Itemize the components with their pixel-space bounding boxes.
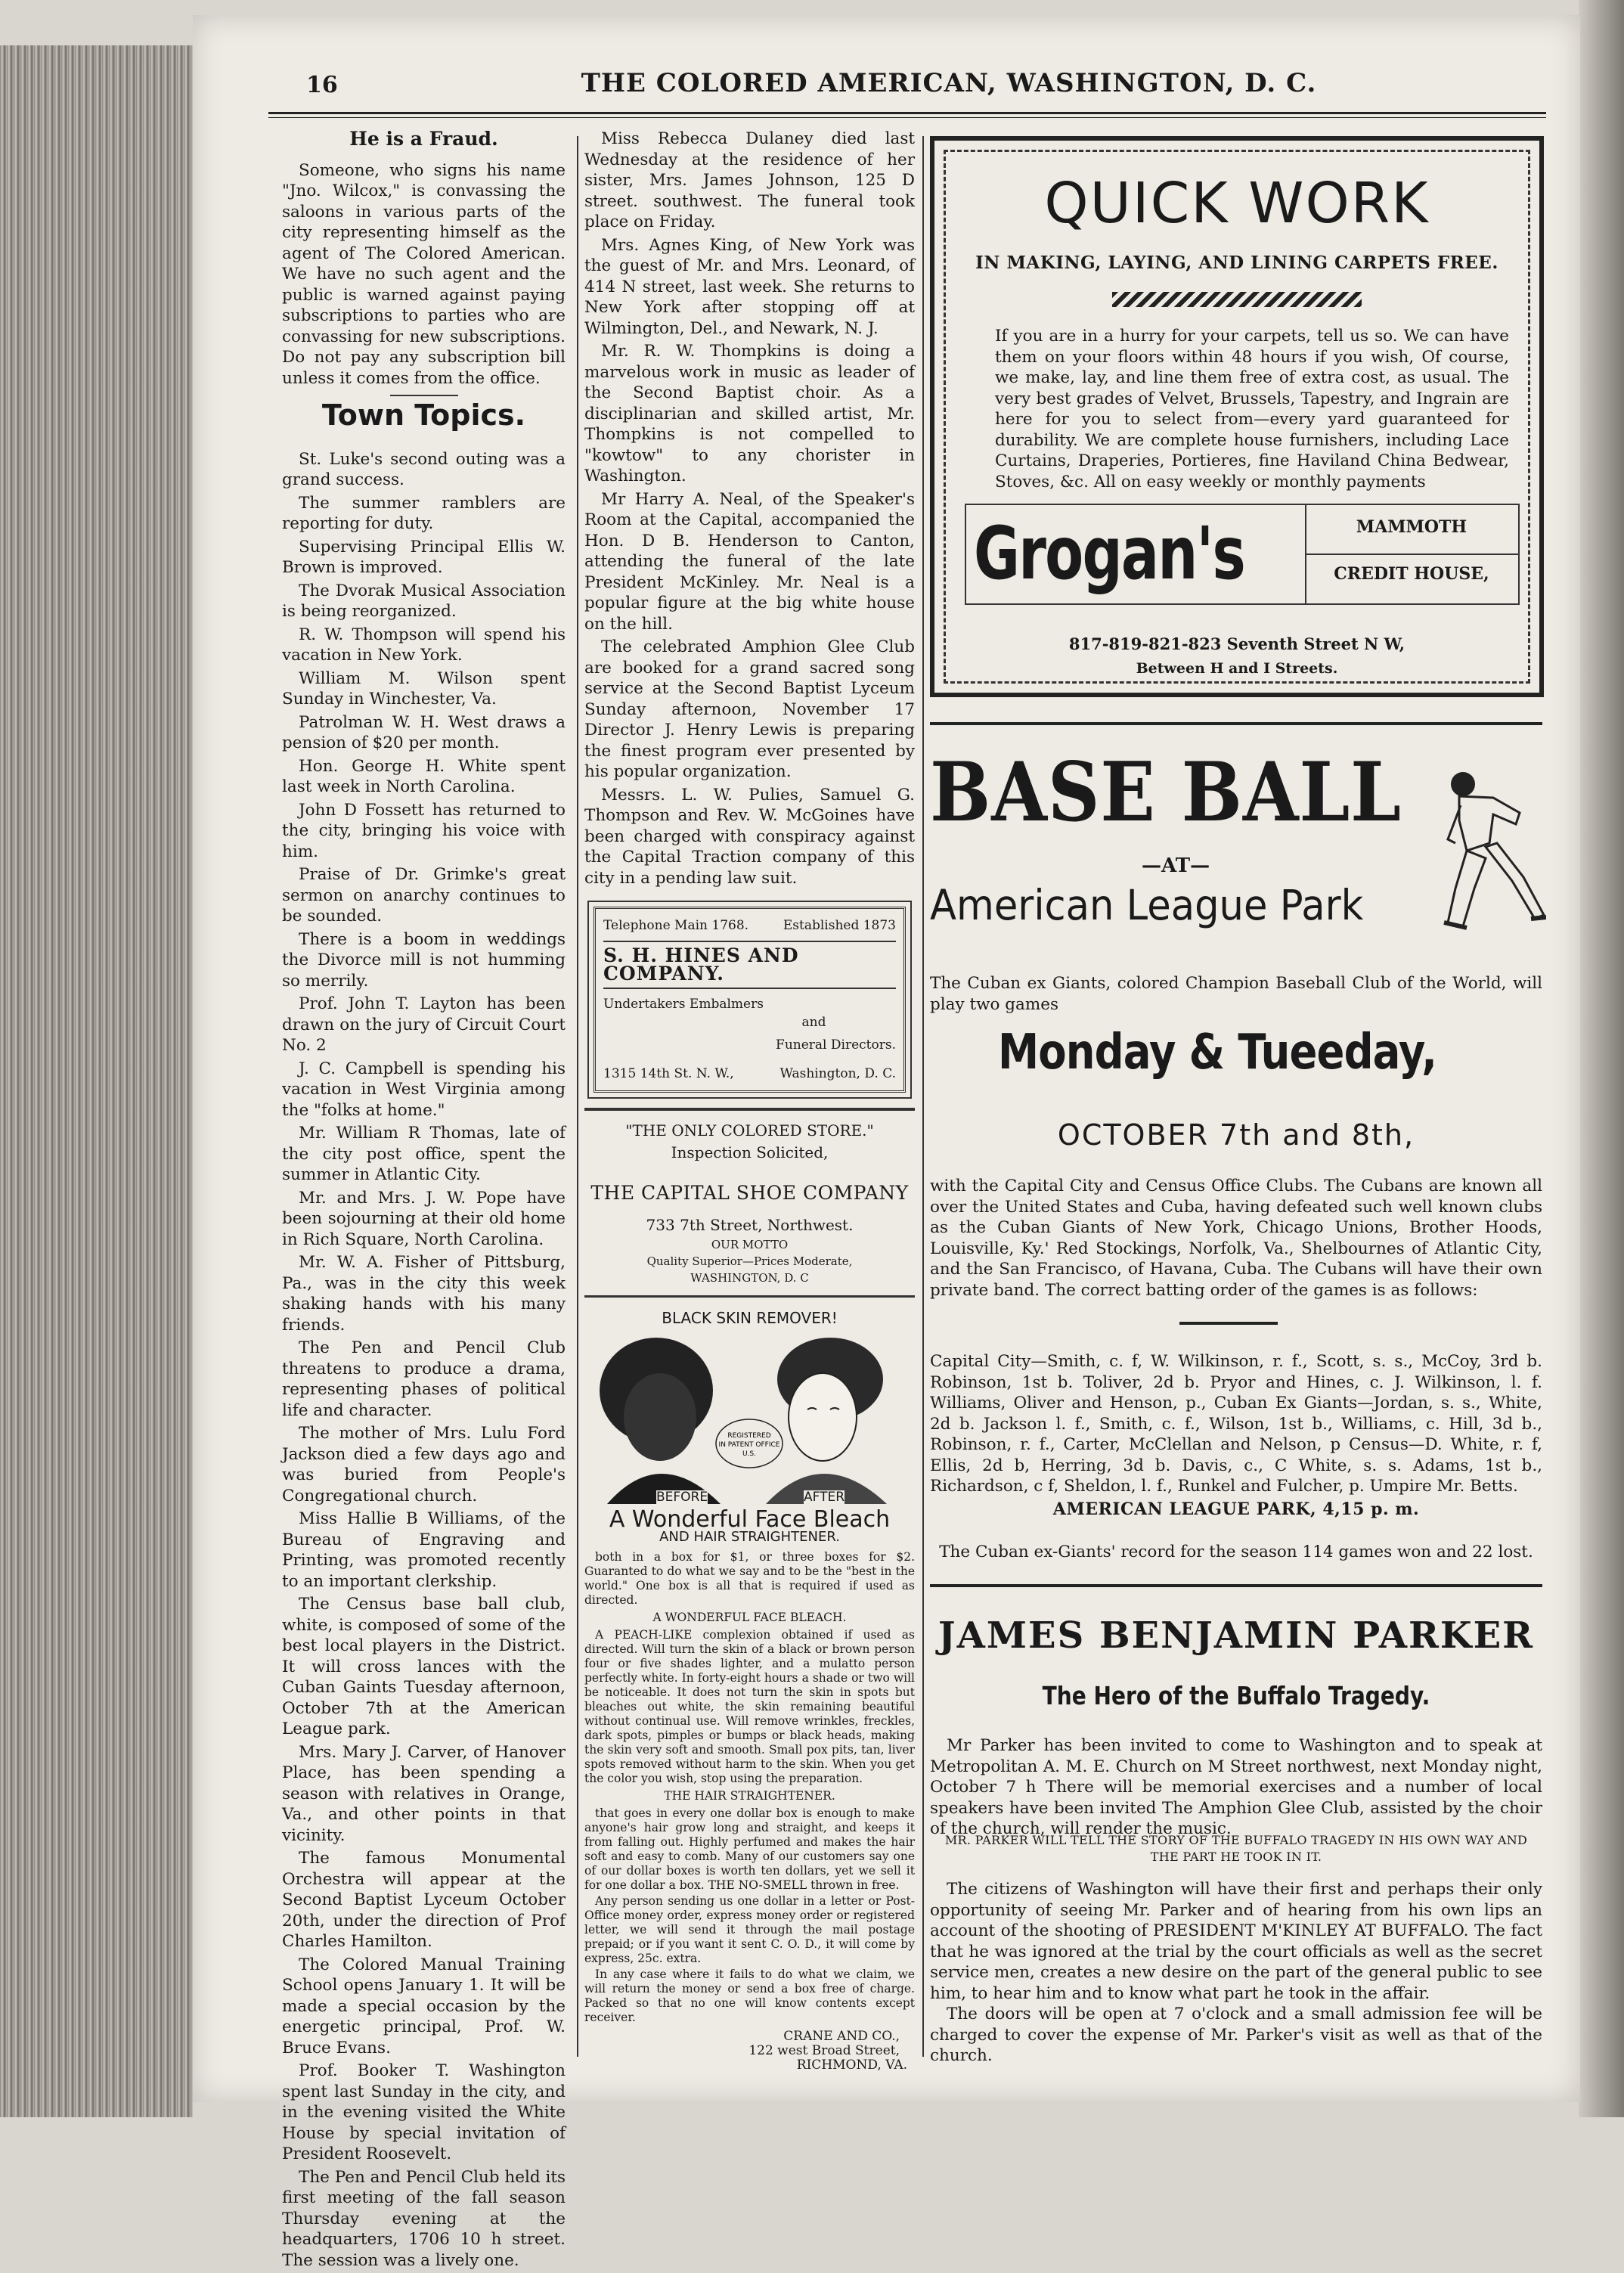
news-item: The Pen and Pencil Club threatens to produce a drama, representing phases of political life and character. xyxy=(282,1338,566,1420)
news-item: Mr. R. W. Thompkins is doing a marvelous work in music as leader of the Second Baptist choir. As a disciplinarian and skilled artist, Mr. Thompkins is not compelled to "kowtow" to any chorister in Washington. xyxy=(584,342,915,485)
quick-work-subtitle: IN MAKING, LAYING, AND LINING CARPETS FREE. xyxy=(975,253,1498,273)
bleach-subtitle: AND HAIR STRAIGHTENER. xyxy=(659,1529,840,1545)
parker-caps-notice: MR. PARKER WILL TELL THE STORY OF THE BUFFALO TRAGEDY IN HIS OWN WAY AND THE PART HE TOOK IN IT. xyxy=(944,1833,1528,1864)
shoe-tagline: "THE ONLY COLORED STORE." xyxy=(625,1121,874,1140)
crane-city: RICHMOND, VA. xyxy=(796,2057,907,2073)
news-item: Messrs. L. W. Pulies, Samuel G. Thompson and Rev. W. McGoines have been charged with conspiracy against the Capital Traction company of this city in a pending law suit. xyxy=(584,785,915,888)
news-item: The mother of Mrs. Lulu Ford Jackson died a few days ago and was buried from People's Congregational church. xyxy=(282,1424,566,1506)
parker-announcement xyxy=(930,1584,1542,2068)
header-rule xyxy=(268,112,1546,114)
bleach-title: A Wonderful Face Bleach xyxy=(609,1506,891,1533)
shoe-motto-label: OUR MOTTO xyxy=(711,1238,789,1251)
news-item: The Dvorak Musical Association is being reorganized. xyxy=(282,581,566,621)
news-item: Miss Hallie B Williams, of the Bureau of Engraving and Printing, was promoted recently to an important clerkship. xyxy=(282,1509,566,1591)
news-item: R. W. Thompson will spend his vacation in New York. xyxy=(282,625,566,665)
news-item: The Colored Manual Training School opens January 1. It will be made a special occasion by the energetic principal, Prof. W. Bruce Evans. xyxy=(282,1955,566,2057)
grogans-name: Grogan's xyxy=(974,511,1245,596)
ornament-divider xyxy=(1112,292,1362,307)
bleach-paragraph: A PEACH-LIKE complexion obtained if used as directed. Will turn the skin of a black or brown person four or five shades lighter, and a mulatto person perfectly white. In forty-eight hours a shade or two will be noticeable. It does not turn the skin in spots but bleaches out white, the skin remaining beautiful without continual use. Will remove wrinkles, freckles, dark spots, pimples or bumps or black heads, making the skin very soft and smooth. Small pox pits, tan, liver spots removed without harm to the skin. When you get the color you wish, stop using the preparation. xyxy=(584,1628,915,1785)
after-label: AFTER xyxy=(804,1490,845,1505)
hines-city: Washington, D. C. xyxy=(779,1066,896,1081)
news-item: The Pen and Pencil Club held its first meeting of the fall season Thursday evening at the headquarters, 1706 10 h street. The session was a lively one. xyxy=(282,2167,566,2270)
capital-shoe-ad xyxy=(584,1108,915,1286)
news-item: Mrs. Agnes King, of New York was the guest of Mr. and Mrs. Leonard, of 414 N street, last week. She returns to New York after stopping off at Wilmington, Del., and Newark, N. J. xyxy=(584,235,915,338)
baseball-dates: OCTOBER 7th and 8th, xyxy=(1057,1118,1415,1152)
column-town-topics xyxy=(282,129,566,2273)
separator xyxy=(1179,1322,1278,1325)
portrait-illustration xyxy=(584,1330,915,1508)
baseball-park: American League Park xyxy=(930,881,1364,929)
grogans-between: Between H and I Streets. xyxy=(1136,660,1338,677)
baseball-title: BASE BALL xyxy=(930,745,1402,840)
book-page-edges xyxy=(0,45,193,2117)
hines-undertakers-ad xyxy=(594,907,906,1093)
before-label: BEFORE xyxy=(656,1490,708,1505)
hines-company-name: S. H. HINES AND COMPANY. xyxy=(603,941,896,989)
news-item: Mrs. Mary J. Carver, of Hanover Place, has been spending a season with relatives in Orange, Va., and other points in that vicinity. xyxy=(282,1742,566,1845)
news-item: Supervising Principal Ellis W. Brown is improved. xyxy=(282,537,566,577)
registered-mark xyxy=(584,1330,585,1331)
hines-line-2: and xyxy=(801,1015,826,1030)
before-after-illustration xyxy=(584,1330,915,1508)
credit-house-label: CREDIT HOUSE, xyxy=(1334,564,1489,584)
news-item: John D Fossett has returned to the city, bringing his voice with him. xyxy=(282,800,566,861)
section-rule xyxy=(930,1584,1542,1587)
baseball-intro: The Cuban ex Giants, colored Champion Baseball Club of the World, will play two games xyxy=(930,974,1542,1014)
hines-line-1: Undertakers Embalmers xyxy=(603,997,764,1012)
news-item: Praise of Dr. Grimke's great sermon on anarchy continues to be sounded. xyxy=(282,865,566,926)
news-item: St. Luke's second outing was a grand success. xyxy=(282,449,566,489)
news-item: The celebrated Amphion Glee Club are booked for a grand sacred song service at the Second Baptist Lyceum Sunday afternoon, November 17 Director J. Henry Lewis is preparing the finest program ever presented by his popular organization. xyxy=(584,637,915,781)
shoe-inspection: Inspection Solicited, xyxy=(671,1143,829,1161)
bleach-paragraph: In any case where it fails to do what we claim, we will return the money or send a box free of charge. Packed so that no one will know contents except receiver. xyxy=(584,1968,915,2024)
news-item: Miss Rebecca Dulaney died last Wednesday at the residence of her sister, Mrs. James Johnson, 125 D street. southwest. The funeral took place on Friday. xyxy=(584,129,915,231)
bleach-paragraph: Any person sending us one dollar in a letter or Post-Office money order, express money order or registered letter, we will send it through the mail postage prepaid; or if you want it sent C. O. D., it will come by express, 25c. extra. xyxy=(584,1894,915,1965)
bleach-subheading: THE HAIR STRAIGHTENER. xyxy=(664,1789,835,1803)
column-divider-1 xyxy=(577,136,578,2057)
face-bleach-ad xyxy=(584,1295,915,2073)
news-item: The famous Monumental Orchestra will appear at the Second Baptist Lyceum October 20th, under the direction of Prof Charles Hamilton. xyxy=(282,1849,566,1951)
crane-street: 122 west Broad Street, xyxy=(748,2043,900,2058)
parker-text: Mr Parker has been invited to come to Washington and to speak at Metropolitan A. M. E. Church on M Street northwest, next Monday night, October 7 h There will be memorial exercises and a number of local speakers have been invited The Amphion Glee Club, assisted by the choir of the church, will render the music. xyxy=(930,1736,1542,1838)
masthead: THE COLORED AMERICAN, WASHINGTON, D. C. xyxy=(581,68,1317,98)
bleach-header: BLACK SKIN REMOVER! xyxy=(662,1309,838,1327)
baseball-at: —AT— xyxy=(1142,854,1210,877)
header-rule-thin xyxy=(268,117,1546,118)
bleach-paragraph: that goes in every one dollar box is enough to make anyone's hair grow long and straight, and keeps it from falling out. Highly perfumed and makes the hair soft and easy to comb. Many of our customers say one of our dollar boxes is worth ten dollars, yet we sell it for one dollar a box. THE NO-SMELL thrown in free. xyxy=(584,1806,915,1892)
news-item: Hon. George H. White spent last week in North Carolina. xyxy=(282,756,566,796)
town-topics-heading: Town Topics. xyxy=(321,398,526,432)
parker-paragraph-1 xyxy=(930,1735,1542,1840)
parker-paragraph-2 xyxy=(930,1879,1542,2067)
svg-text:U.S.: U.S. xyxy=(742,1450,757,1458)
news-item: Prof. Booker T. Washington spent last Sunday in the city, and in the evening visited the White House by special invitation of President Roosevelt. xyxy=(282,2061,566,2163)
hines-line-3: Funeral Directors. xyxy=(776,1037,896,1053)
shoe-motto: Quality Superior—Prices Moderate, xyxy=(646,1254,853,1268)
news-item: Mr. and Mrs. J. W. Pope have been sojourning at their old home in Rich Square, North Carolina. xyxy=(282,1188,566,1249)
baseball-body: with the Capital City and Census Office Clubs. The Cubans are known all over the United States and Cuba, having defeated such well known clubs as the Cuban Giants of New York, Chicago Unions, Brother Hoods, Louisville, Ky.' Red Stockings, Norfolk, Va., Shelbournes of Atlantic City, and the San Francisco, of Havana, Cuba. The Cubans will have their own private band. The correct batting order of the games is as follows: xyxy=(930,1177,1542,1300)
baseball-days: Monday & Tueeday, xyxy=(998,1025,1437,1081)
news-item: Mr. W. A. Fisher of Pittsburg, Pa., was in the city this week shaking hands with his many friends. xyxy=(282,1253,566,1335)
news-item: Mr Harry A. Neal, of the Speaker's Room at the Capital, accompanied the Hon. D B. Henderson to Canton, attending the funeral of the late President McKinley. Mr. Neal is a popular figure at the big white house on the hill. xyxy=(584,489,915,634)
parker-text: The doors will be open at 7 o'clock and a small admission fee will be charged to cover the expense of Mr. Parker's visit as well as that of the church. xyxy=(930,2005,1542,2065)
column-divider-2 xyxy=(922,136,924,2057)
fraud-title: He is a Fraud. xyxy=(349,128,498,150)
separator xyxy=(390,395,458,396)
news-item: The Census base ball club, white, is composed of some of the best local players in the District. It will cross lances with the Cuban Gaints Tuesday afternoon, October 7th at the American League park. xyxy=(282,1595,566,1738)
column-news-and-ads xyxy=(584,129,915,2073)
mammoth-label: MAMMOTH xyxy=(1356,517,1467,537)
section-rule xyxy=(930,722,1542,725)
bleach-subheading: A WONDERFUL FACE BLEACH. xyxy=(652,1611,847,1624)
parker-name: JAMES BENJAMIN PARKER xyxy=(938,1614,1535,1657)
hines-address: 1315 14th St. N. W., xyxy=(603,1066,734,1081)
shoe-company-name: THE CAPITAL SHOE COMPANY xyxy=(590,1182,909,1204)
news-item: The summer ramblers are reporting for duty. xyxy=(282,493,566,533)
grogans-address xyxy=(934,632,1539,681)
svg-text:IN PATENT OFFICE: IN PATENT OFFICE xyxy=(718,1441,780,1449)
bleach-paragraph: both in a box for $1, or three boxes for $2. Guaranted to do what we say and to be the "best in the world." One box is all that is required if used as directed. xyxy=(584,1550,915,1607)
season-record: The Cuban ex-Giants' record for the season 114 games won and 22 lost. xyxy=(939,1543,1533,1561)
grogans-nameplate xyxy=(965,504,1520,605)
parker-text: The citizens of Washington will have their first and perhaps their only opportunity of seeing Mr. Parker and of hearing from his own lips an account of the shooting of PRESIDENT M'KINLEY AT BUFFALO. The fact that he was ignored at the trial by the court officials as well as the secret service men, creates a new desire on the part of the general public to see him, to hear him and to know what part he took in the affair. xyxy=(930,1880,1542,2003)
game-time: AMERICAN LEAGUE PARK, 4,15 p. m. xyxy=(1052,1499,1420,1519)
grogans-carpet-ad xyxy=(930,136,1544,697)
quick-work-body: If you are in a hurry for your carpets, tell us so. We can have them on your floors within 48 hours if you wish, Of course, we make, lay, and line them free of extra cost, as usual. The very best grades of Velvet, Brussels, Tapestry, and Ingrain are here for you to select from—every yard guaranteed for durability. We are complete house furnishers, including Lace Curtains, Draperies, Portieres, fine Haviland China Bedwear, Stoves, &c. All on easy weekly or monthly payments xyxy=(995,327,1509,492)
news-item: Mr. William R Thomas, late of the city post office, spent the summer in Atlantic City. xyxy=(282,1124,566,1184)
hines-telephone: Telephone Main 1768. xyxy=(603,918,749,933)
baseball-player-illustration xyxy=(1421,767,1546,934)
shoe-city: WASHINGTON, D. C xyxy=(690,1271,809,1285)
crane-company: CRANE AND CO., xyxy=(783,2029,900,2044)
svg-text:REGISTERED: REGISTERED xyxy=(727,1432,771,1440)
news-item: There is a boom in weddings the Divorce mill is not humming so merrily. xyxy=(282,929,566,991)
page-number: 16 xyxy=(306,72,338,98)
book-spine xyxy=(1579,0,1624,2117)
news-item: William M. Wilson spent Sunday in Winchester, Va. xyxy=(282,668,566,709)
news-item: Prof. John T. Layton has been drawn on the jury of Circuit Court No. 2 xyxy=(282,994,566,1055)
quick-work-title: QUICK WORK xyxy=(1044,171,1430,236)
batting-order: Capital City—Smith, c. f, W. Wilkinson, r. f., Scott, s. s., McCoy, 3rd b. Robinson, 1st b. Toliver, 2d b. Pryor and Hines, c. J. Wilkinson, l. f. Williams, Oliver and Henson, p., Cuban Ex Giants—Jordan, s. s., White, 2d b. Jackson l. f., Smith, c. f., Wilson, 1st b., Williams, c. Hill, 3d b., Robinson, r. f., Carter, McClellan and Nelson, p Census—D. White, r. f, Ellis, 2d b, Herring, 3d b. Davis, c., C White, s. s. Adams, 1st b., Richardson, c f, Sheldon, l. f., Runkel and Fulcher, p. Umpire Mr. Betts. xyxy=(930,1352,1542,1496)
fraud-notice: Someone, who signs his name "Jno. Wilcox," is convassing the saloons in various parts of the city representing himself as the agent of The Colored American. We have no such agent and the public is warned against paying subscriptions to parties who are convassing for new subscriptions. Do not pay any subscription bill unless it comes from the office. xyxy=(282,160,566,388)
news-item: Patrolman W. H. West draws a pension of $20 per month. xyxy=(282,712,566,752)
nameplate-rule xyxy=(1305,554,1518,555)
baseball-announcement xyxy=(930,722,1542,1584)
parker-subtitle: The Hero of the Buffalo Tragedy. xyxy=(1042,1681,1430,1710)
grogans-street: 817-819-821-823 Seventh Street N W, xyxy=(1068,634,1406,653)
news-item: J. C. Campbell is spending his vacation in West Virginia among the "folks at home." xyxy=(282,1059,566,1120)
newspaper-page xyxy=(193,15,1580,2270)
hines-established: Established 1873 xyxy=(783,918,896,933)
shoe-address: 733 7th Street, Northwest. xyxy=(646,1216,854,1234)
